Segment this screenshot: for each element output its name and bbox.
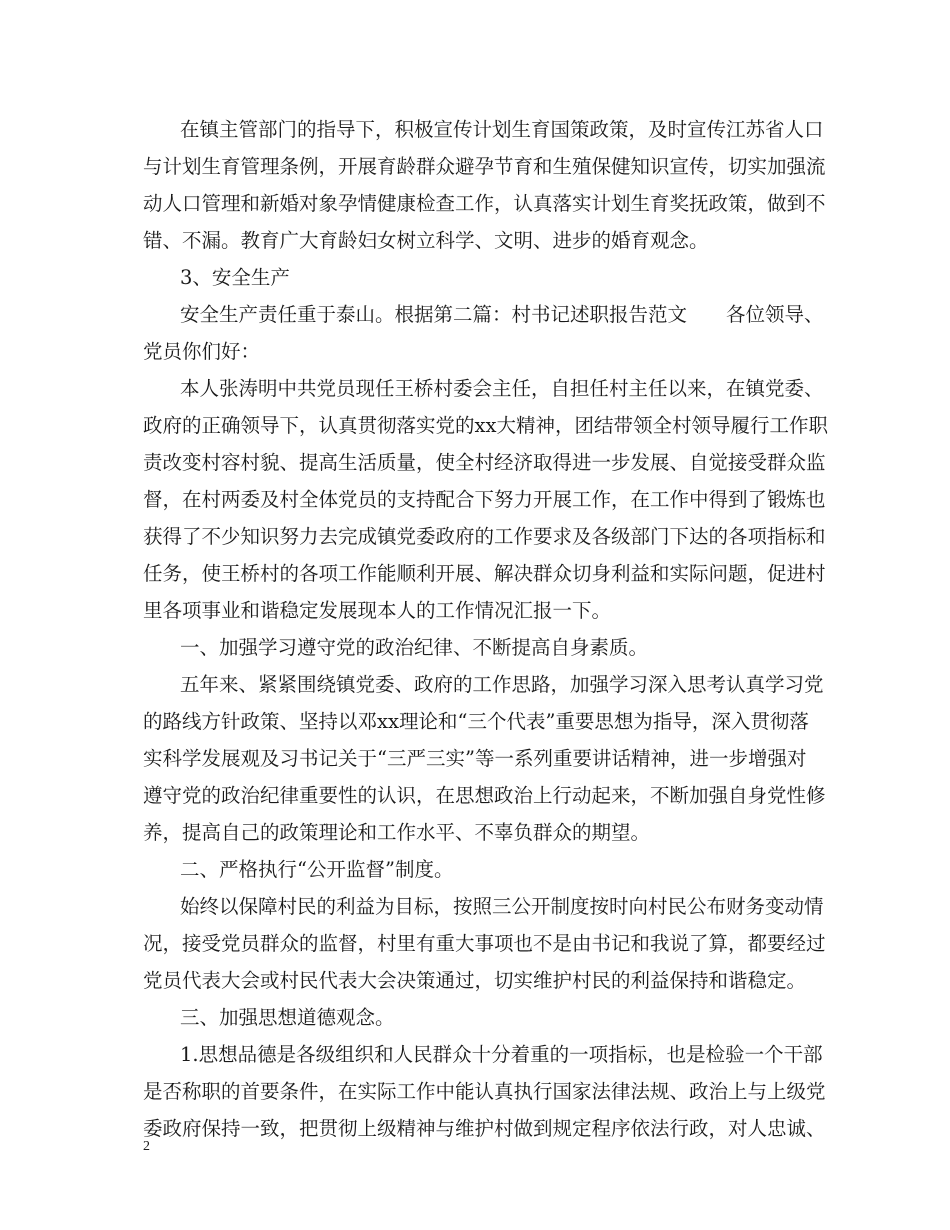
text-line: 五年来、紧紧围绕镇党委、政府的工作思路，加强学习深入思考认真学习党 bbox=[180, 673, 824, 696]
text-line: 任务，使王桥村的各项工作能顺利开展、解决群众切身利益和实际问题，促进村 bbox=[143, 562, 826, 585]
text-line: 里各项事业和谐稳定发展现本人的工作情况汇报一下。 bbox=[143, 599, 612, 622]
text-line: 委政府保持一致，把贯彻上级精神与维护村做到规定程序依法行政，对人忠诚、 bbox=[143, 1117, 826, 1140]
text-line: 错、不漏。教育广大育龄妇女树立科学、文明、进步的婚育观念。 bbox=[143, 229, 709, 252]
section-heading: 二、严格执行“公开监督”制度。 bbox=[180, 858, 454, 881]
text-line: 养，提高自己的政策理论和工作水平、不辜负群众的期望。 bbox=[143, 821, 651, 844]
text-line: 是否称职的首要条件，在实际工作中能认真执行国家法律法规、政治上与上级党 bbox=[143, 1080, 826, 1103]
text-line: 责改变村容村貌、提高生活质量，使全村经济取得进一步发展、自觉接受群众监 bbox=[143, 451, 826, 474]
text-line: 在镇主管部门的指导下，积极宣传计划生育国策政策，及时宣传江苏省人口 bbox=[180, 118, 824, 141]
section-heading: 3、安全生产 bbox=[180, 266, 290, 289]
text-line: 党员代表大会或村民代表大会决策通过，切实维护村民的利益保持和谐稳定。 bbox=[143, 969, 807, 992]
text-line: 遵守党的政治纪律重要性的认识，在思想政治上行动起来，不断加强自身党性修 bbox=[143, 784, 826, 807]
text-line: 本人张涛明中共党员现任王桥村委会主任，自担任村主任以来，在镇党委、 bbox=[180, 377, 824, 400]
text-line: 党员你们好： bbox=[143, 340, 261, 363]
text-line: 与计划生育管理条例，开展育龄群众避孕节育和生殖保健知识宣传，切实加强流 bbox=[143, 155, 826, 178]
page-number: 2 bbox=[143, 1139, 150, 1154]
text-line: 始终以保障村民的利益为目标，按照三公开制度按时向村民公布财务变动情 bbox=[180, 895, 824, 918]
text-line: 的路线方针政策、坚持以邓xx理论和“三个代表”重要思想为指导，深入贯彻落 bbox=[143, 710, 809, 733]
text-line: 况，接受党员群众的监督，村里有重大事项也不是由书记和我说了算，都要经过 bbox=[143, 932, 826, 955]
text-line: 获得了不少知识努力去完成镇党委政府的工作要求及各级部门下达的各项指标和 bbox=[143, 525, 826, 548]
section-heading: 一、加强学习遵守党的政治纪律、不断提高自身素质。 bbox=[180, 636, 649, 659]
text-line: 1.思想品德是各级组织和人民群众十分着重的一项指标，也是检验一个干部 bbox=[180, 1043, 823, 1066]
text-line: 动人口管理和新婚对象孕情健康检查工作，认真落实计划生育奖抚政策，做到不 bbox=[143, 192, 826, 215]
text-line: 实科学发展观及习书记关于“三严三实”等一系列重要讲话精神，进一步增强对 bbox=[143, 747, 807, 770]
text-line: 安全生产责任重于泰山。根据第二篇：村书记述职报告范文 各位领导、 bbox=[180, 303, 824, 326]
text-line: 督，在村两委及村全体党员的支持配合下努力开展工作，在工作中得到了锻炼也 bbox=[143, 488, 826, 511]
section-heading: 三、加强思想道德观念。 bbox=[180, 1006, 395, 1029]
text-line: 政府的正确领导下，认真贯彻落实党的xx大精神，团结带领全村领导履行工作职 bbox=[143, 414, 828, 437]
